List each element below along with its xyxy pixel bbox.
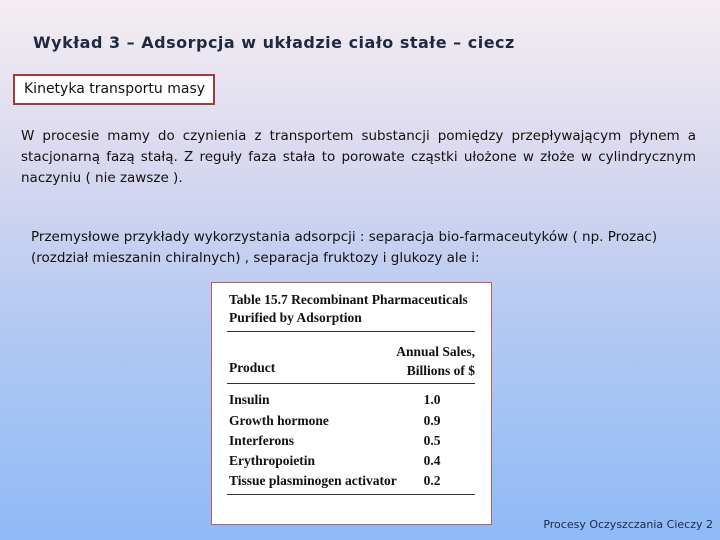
table-cell-product: Insulin [229,392,270,407]
column-header-sales-line2: Billions of $ [406,363,475,378]
paragraph-industrial-examples: Przemysłowe przykłady wykorzystania adsorpcji : separacja bio-farmaceutyków ( np. Prozac) (rozdział mieszanin chiralnych) , separacja fruktozy i glukozy ale i: [31,229,658,266]
paragraph-process-description: W procesie mamy do czynienia z transportem substancji pomiędzy przepływającym płynem a stacjonarną fazą stałą. Z reguły faza stała to porowate cząstki ułożone w złoże w cylindrycznym naczyniu ( nie zawsze ). [21,128,696,186]
table-row [229,413,473,434]
table-header-rule [227,383,475,384]
table-row [229,453,473,474]
table-bottom-rule [227,494,475,495]
table-title-line1: Table 15.7 Recombinant Pharmaceuticals [229,292,468,307]
table-row [229,473,473,494]
table-cell-sales: 0.5 [423,433,441,448]
pharmaceuticals-table [211,282,492,525]
table-title [229,291,468,327]
table-cell-product: Erythropoietin [229,453,316,468]
column-header-sales [396,342,475,380]
section-heading: Kinetyka transportu masy [13,74,215,105]
table-cell-sales: 0.9 [423,413,441,428]
table-cell-product: Interferons [229,433,294,448]
table-row [229,433,473,454]
slide-title: Wykład 3 – Adsorpcja w układzie ciało stałe – ciecz [33,33,515,52]
table-cell-sales: 0.4 [423,453,441,468]
table-cell-sales: 1.0 [423,392,441,407]
slide-footer: Procesy Oczyszczania Cieczy 2 [543,518,713,531]
table-cell-product: Tissue plasminogen activator [229,473,397,488]
column-header-product: Product [229,360,276,375]
column-header-sales-line1: Annual Sales, [396,344,475,359]
table-cell-sales: 0.2 [423,473,441,488]
table-top-rule [227,331,475,332]
table-row [229,392,473,413]
table-title-line2: Purified by Adsorption [229,310,362,325]
table-cell-product: Growth hormone [229,413,329,428]
